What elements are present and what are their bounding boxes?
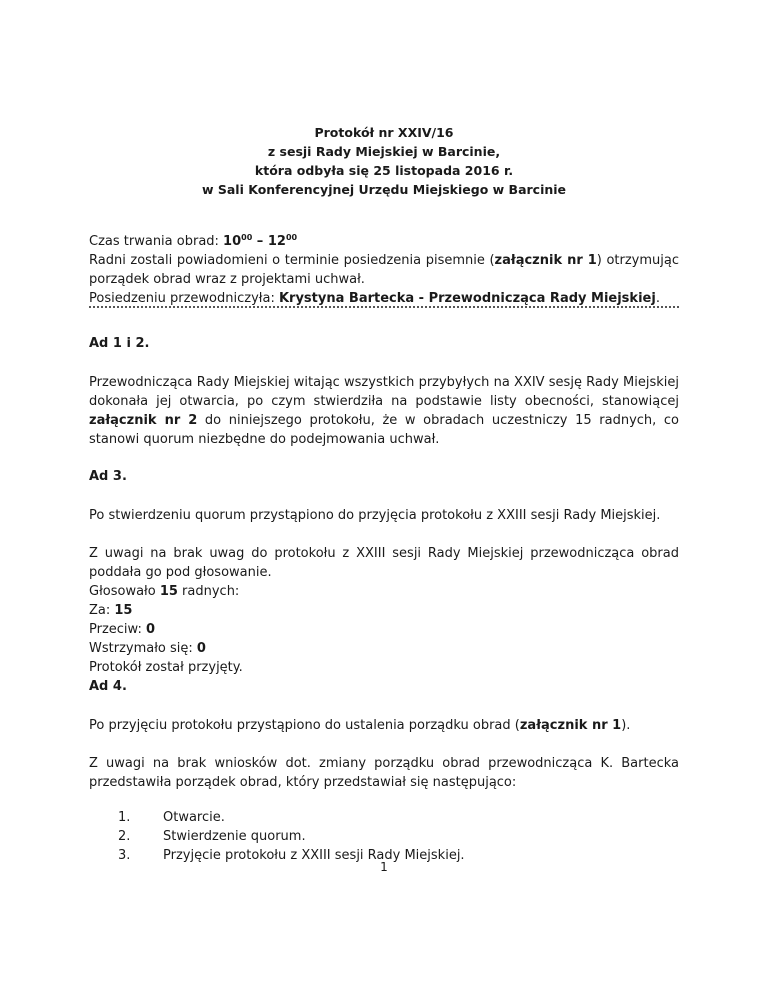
vote-total: Głosowało 15 radnych: — [89, 584, 240, 599]
protocol-header — [0, 123, 768, 199]
vote-against: Przeciw: 0 — [89, 622, 156, 637]
header-title: Protokół nr XXIV/16 — [314, 125, 454, 140]
ad12-heading: Ad 1 i 2. — [89, 336, 150, 351]
intro-block — [89, 232, 679, 308]
dotted-separator — [89, 306, 679, 311]
ad3-heading: Ad 3. — [89, 469, 127, 484]
session-duration: Czas trwania obrad: $10^{00} - 12^{00}$ — [89, 233, 298, 249]
ad4-paragraph-1: Po przyjęciu protokołu przystąpiono do ustalenia porządku obrad (załącznik nr 1). — [89, 718, 631, 733]
header-location: w Sali Konferencyjnej Urzędu Miejskiego w Barcinie — [201, 182, 567, 197]
list-item: 3. Przyjęcie protokołu z XXIII sesji Rady Miejskiej. — [118, 848, 465, 863]
list-item: 2. Stwierdzenie quorum. — [118, 829, 306, 844]
ad4-heading: Ad 4. — [89, 679, 127, 694]
notification-text: Radni zostali powiadomieni o terminie posiedzenia pisemnie (załącznik nr 1) otrzymując porządek obrad wraz z projektami uchwał. — [89, 253, 679, 287]
ad3-paragraph-2: Z uwagi na brak uwag do protokołu z XXIII sesji Rady Miejskiej przewodnicząca obrad poddała go pod głosowanie. — [89, 546, 679, 580]
vote-result: Protokół został przyjęty. — [89, 660, 243, 675]
ad3-paragraph-1: Po stwierdzeniu quorum przystąpiono do przyjęcia protokołu z XXIII sesji Rady Miejskiej. — [89, 508, 661, 523]
vote-abstain: Wstrzymało się: 0 — [89, 641, 206, 656]
header-session: z sesji Rady Miejskiej w Barcinie, — [267, 144, 501, 159]
ad3-vote-block — [89, 544, 679, 677]
chair-text: Posiedzeniu przewodniczyła: Krystyna Bartecka - Przewodnicząca Rady Miejskiej. — [89, 291, 660, 306]
list-item: 1. Otwarcie. — [118, 810, 225, 825]
header-date: która odbyła się 25 listopada 2016 r. — [254, 163, 514, 178]
ad12-paragraph: Przewodnicząca Rady Miejskiej witając wszystkich przybyłych na XXIV sesję Rady Miejskiej dokonała jej otwarcia, po czym stwierdziła na podstawie listy obecności, stanowiącej załącznik nr 2 do niniejszego protokołu, że w obradach uczestniczy 15 radnych, co stanowi quorum niezbędne do podejmowania uchwał. — [89, 375, 679, 447]
ad4-paragraph-2: Z uwagi na brak wniosków dot. zmiany porządku obrad przewodnicząca K. Bartecka przedstawiła porządek obrad, który przedstawiał się następująco: — [89, 756, 679, 790]
agenda-list — [118, 808, 618, 865]
page-number: 1 — [380, 860, 388, 874]
vote-for: Za: 15 — [89, 603, 133, 618]
